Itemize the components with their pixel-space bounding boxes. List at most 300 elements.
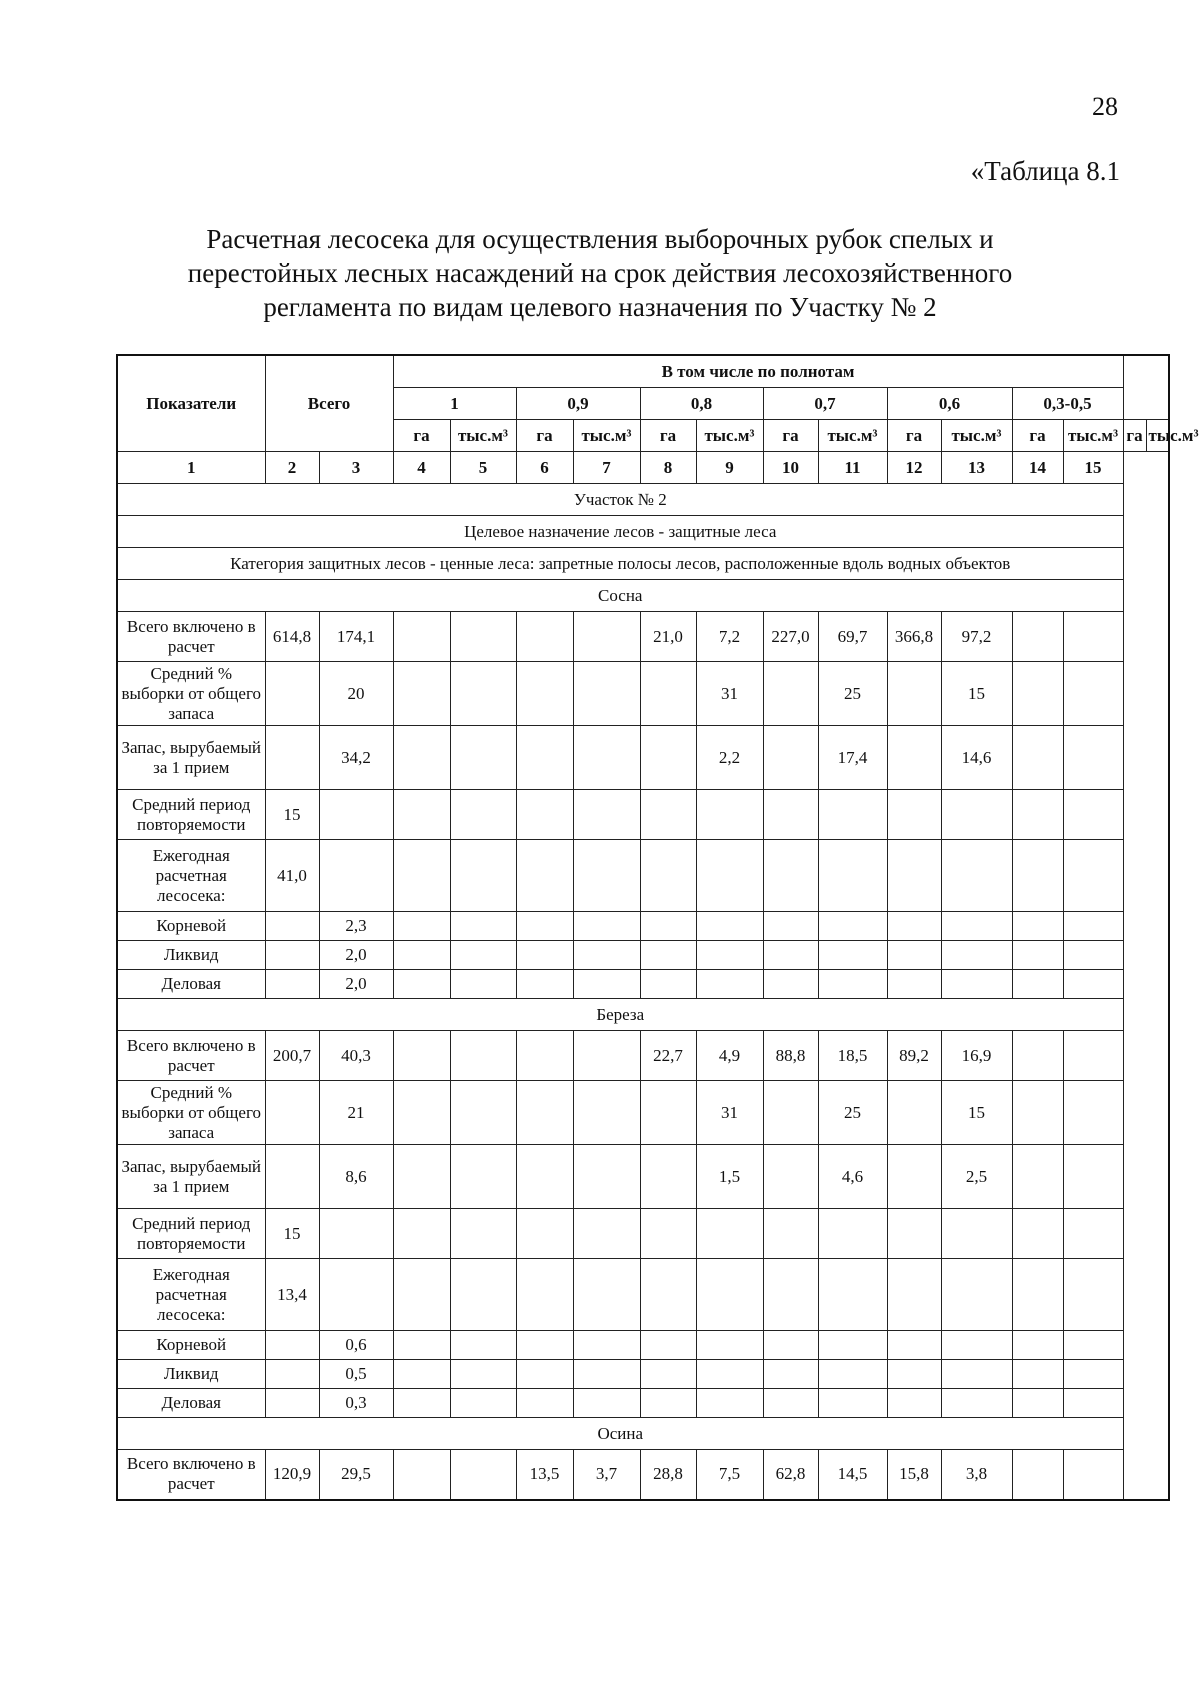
table-cell xyxy=(941,970,1012,999)
table-cell xyxy=(450,1259,516,1331)
total-header: Всего xyxy=(265,355,393,452)
table-cell xyxy=(573,1031,640,1081)
unit-ha-header: га xyxy=(763,420,818,452)
table-cell xyxy=(818,1389,887,1418)
table-cell xyxy=(640,1259,696,1331)
table-cell xyxy=(573,1259,640,1331)
table-cell xyxy=(640,790,696,840)
table-cell xyxy=(393,790,450,840)
column-number: 1 xyxy=(117,452,265,484)
table-cell xyxy=(573,1081,640,1145)
column-number: 13 xyxy=(941,452,1012,484)
table-cell: 31 xyxy=(696,662,763,726)
table-cell xyxy=(573,1209,640,1259)
table-cell: 21,0 xyxy=(640,612,696,662)
indicator-label: Запас, вырубаемый за 1 прием xyxy=(117,1145,265,1209)
table-cell xyxy=(393,1360,450,1389)
table-cell xyxy=(450,1360,516,1389)
table-cell: 7,5 xyxy=(696,1450,763,1500)
table-cell xyxy=(941,790,1012,840)
table-cell xyxy=(887,790,941,840)
section-category: Категория защитных лесов - ценные леса: запретные полосы лесов, расположенные вдоль водных объектов xyxy=(117,548,1123,580)
density-header: 0,6 xyxy=(887,388,1012,420)
column-number: 7 xyxy=(573,452,640,484)
section-row xyxy=(117,484,1169,516)
indicator-label: Ежегодная расчетная лесосека: xyxy=(117,1259,265,1331)
table-cell xyxy=(696,1259,763,1331)
table-cell: 29,5 xyxy=(319,1450,393,1500)
table-cell xyxy=(516,662,573,726)
table-cell: 227,0 xyxy=(763,612,818,662)
table-cell xyxy=(393,840,450,912)
table-cell xyxy=(1012,1360,1063,1389)
species-row xyxy=(117,999,1169,1031)
table-cell xyxy=(1063,1331,1123,1360)
table-cell xyxy=(265,1360,319,1389)
table-cell xyxy=(516,726,573,790)
table-cell: 4,6 xyxy=(818,1145,887,1209)
table-cell: 1,5 xyxy=(696,1145,763,1209)
indicator-label: Запас, вырубаемый за 1 прием xyxy=(117,726,265,790)
table-cell xyxy=(393,1209,450,1259)
table-cell xyxy=(516,1331,573,1360)
column-number: 9 xyxy=(696,452,763,484)
indicator-label: Средний период повторяемости xyxy=(117,790,265,840)
table-cell xyxy=(887,941,941,970)
table-cell xyxy=(450,970,516,999)
table-cell xyxy=(265,970,319,999)
density-header: 0,7 xyxy=(763,388,887,420)
table-cell xyxy=(941,1259,1012,1331)
table-cell xyxy=(696,941,763,970)
species-name: Осина xyxy=(117,1418,1123,1450)
table-cell: 15 xyxy=(941,1081,1012,1145)
table-cell xyxy=(265,912,319,941)
table-cell xyxy=(319,840,393,912)
table-cell: 0,5 xyxy=(319,1360,393,1389)
table-cell xyxy=(393,1389,450,1418)
table-cell xyxy=(1063,941,1123,970)
table-cell: 13,4 xyxy=(265,1259,319,1331)
table-row xyxy=(117,941,1169,970)
table-cell xyxy=(696,1331,763,1360)
table-cell xyxy=(516,1389,573,1418)
table-cell xyxy=(516,1259,573,1331)
table-cell xyxy=(393,1145,450,1209)
table-cell xyxy=(516,912,573,941)
table-row xyxy=(117,1259,1169,1331)
table-cell xyxy=(393,1081,450,1145)
table-cell xyxy=(818,941,887,970)
table-cell: 25 xyxy=(818,1081,887,1145)
table-cell xyxy=(393,662,450,726)
table-cell xyxy=(319,790,393,840)
table-cell xyxy=(516,840,573,912)
indicator-label: Деловая xyxy=(117,970,265,999)
table-cell xyxy=(1012,1389,1063,1418)
table-row xyxy=(117,1145,1169,1209)
table-cell: 69,7 xyxy=(818,612,887,662)
table-cell xyxy=(450,1389,516,1418)
table-row xyxy=(117,726,1169,790)
table-cell: 0,6 xyxy=(319,1331,393,1360)
column-number: 14 xyxy=(1012,452,1063,484)
indicator-label: Деловая xyxy=(117,1389,265,1418)
table-cell xyxy=(393,1331,450,1360)
table-cell xyxy=(1012,1331,1063,1360)
table-cell xyxy=(319,1209,393,1259)
table-cell xyxy=(640,1360,696,1389)
section-purpose: Целевое назначение лесов - защитные леса xyxy=(117,516,1123,548)
table-cell: 2,5 xyxy=(941,1145,1012,1209)
table-cell xyxy=(450,840,516,912)
indicator-label: Ежегодная расчетная лесосека: xyxy=(117,840,265,912)
table-row xyxy=(117,1031,1169,1081)
unit-volume-header: тыс.м³ xyxy=(1146,420,1169,452)
table-cell xyxy=(573,1331,640,1360)
table-cell: 31 xyxy=(696,1081,763,1145)
column-number: 6 xyxy=(516,452,573,484)
table-cell xyxy=(887,1259,941,1331)
table-cell xyxy=(1012,1145,1063,1209)
section-area: Участок № 2 xyxy=(117,484,1123,516)
unit-volume-header: тыс.м³ xyxy=(573,420,640,452)
unit-volume-header: тыс.м³ xyxy=(1063,420,1123,452)
table-cell xyxy=(696,840,763,912)
table-cell xyxy=(1012,941,1063,970)
table-cell xyxy=(393,941,450,970)
column-number: 15 xyxy=(1063,452,1123,484)
table-cell xyxy=(265,1389,319,1418)
column-number: 4 xyxy=(393,452,450,484)
table-cell xyxy=(573,790,640,840)
table-cell xyxy=(265,1145,319,1209)
unit-volume-header: тыс.м³ xyxy=(818,420,887,452)
table-cell xyxy=(763,1360,818,1389)
table-cell xyxy=(450,612,516,662)
table-cell xyxy=(516,1209,573,1259)
table-cell: 89,2 xyxy=(887,1031,941,1081)
table-cell: 14,6 xyxy=(941,726,1012,790)
table-cell xyxy=(516,790,573,840)
table-cell: 88,8 xyxy=(763,1031,818,1081)
table-cell xyxy=(763,1209,818,1259)
by-density-header: В том числе по полнотам xyxy=(393,355,1123,388)
table-cell xyxy=(516,970,573,999)
table-cell: 174,1 xyxy=(319,612,393,662)
title-line: Расчетная лесосека для осуществления выборочных рубок спелых и xyxy=(206,224,994,254)
table-cell xyxy=(696,1209,763,1259)
table-cell xyxy=(1012,1031,1063,1081)
table-cell xyxy=(393,726,450,790)
column-number: 3 xyxy=(319,452,393,484)
indicator-label: Корневой xyxy=(117,1331,265,1360)
table-cell: 0,3 xyxy=(319,1389,393,1418)
table-cell: 8,6 xyxy=(319,1145,393,1209)
table-cell xyxy=(763,662,818,726)
table-row xyxy=(117,1081,1169,1145)
table-cell: 614,8 xyxy=(265,612,319,662)
table-cell: 2,0 xyxy=(319,970,393,999)
species-name: Береза xyxy=(117,999,1123,1031)
table-row xyxy=(117,790,1169,840)
unit-ha-header: га xyxy=(393,420,450,452)
table-cell xyxy=(696,790,763,840)
table-cell xyxy=(941,912,1012,941)
table-cell xyxy=(887,1331,941,1360)
indicator-label: Средний % выборки от общего запаса xyxy=(117,1081,265,1145)
table-cell xyxy=(265,726,319,790)
table-cell xyxy=(818,970,887,999)
table-cell xyxy=(450,1081,516,1145)
table-cell xyxy=(696,970,763,999)
table-cell xyxy=(763,840,818,912)
table-cell xyxy=(450,790,516,840)
title-line: регламента по видам целевого назначения по Участку № 2 xyxy=(263,292,937,322)
table-cell: 20 xyxy=(319,662,393,726)
table-cell xyxy=(941,840,1012,912)
table-cell xyxy=(818,1209,887,1259)
table-cell xyxy=(887,970,941,999)
table-cell xyxy=(450,1450,516,1500)
unit-volume-header: тыс.м³ xyxy=(450,420,516,452)
table-cell xyxy=(941,941,1012,970)
header-row-1 xyxy=(117,355,1169,388)
table-cell: 41,0 xyxy=(265,840,319,912)
table-row xyxy=(117,912,1169,941)
table-cell xyxy=(450,1031,516,1081)
table-cell xyxy=(265,1081,319,1145)
table-cell xyxy=(941,1389,1012,1418)
table-cell xyxy=(763,941,818,970)
table-cell: 21 xyxy=(319,1081,393,1145)
table-cell xyxy=(393,1259,450,1331)
table-cell xyxy=(1012,1209,1063,1259)
table-cell: 18,5 xyxy=(818,1031,887,1081)
table-row xyxy=(117,1209,1169,1259)
table-cell xyxy=(516,612,573,662)
table-cell xyxy=(1063,1031,1123,1081)
table-cell xyxy=(941,1360,1012,1389)
table-cell xyxy=(640,1389,696,1418)
table-row xyxy=(117,1360,1169,1389)
table-cell xyxy=(1012,1450,1063,1500)
table-cell xyxy=(393,912,450,941)
table-row xyxy=(117,840,1169,912)
column-number-row xyxy=(117,452,1169,484)
table-cell: 62,8 xyxy=(763,1450,818,1500)
section-row xyxy=(117,548,1169,580)
table-cell xyxy=(573,662,640,726)
table-cell xyxy=(818,1331,887,1360)
title-line: перестойных лесных насаждений на срок действия лесохозяйственного xyxy=(187,258,1013,288)
table-cell xyxy=(887,912,941,941)
unit-ha-header: га xyxy=(1012,420,1063,452)
unit-volume-header: тыс.м³ xyxy=(941,420,1012,452)
indicator-label: Средний % выборки от общего запаса xyxy=(117,662,265,726)
table-cell xyxy=(887,1389,941,1418)
table-cell: 25 xyxy=(818,662,887,726)
indicator-label: Всего включено в расчет xyxy=(117,1450,265,1500)
table-cell xyxy=(818,912,887,941)
document-title xyxy=(150,222,1050,324)
column-number: 10 xyxy=(763,452,818,484)
table-cell xyxy=(763,970,818,999)
table-cell xyxy=(573,970,640,999)
table-cell: 2,3 xyxy=(319,912,393,941)
table-cell xyxy=(887,1145,941,1209)
table-cell xyxy=(516,1360,573,1389)
table-cell xyxy=(818,1259,887,1331)
table-cell xyxy=(1063,726,1123,790)
table-cell: 40,3 xyxy=(319,1031,393,1081)
table-cell xyxy=(573,941,640,970)
table-cell xyxy=(450,912,516,941)
unit-ha-header: га xyxy=(640,420,696,452)
table-cell xyxy=(763,1145,818,1209)
table-cell xyxy=(640,970,696,999)
table-cell xyxy=(887,726,941,790)
table-cell xyxy=(450,941,516,970)
table-cell: 15,8 xyxy=(887,1450,941,1500)
table-cell xyxy=(450,1331,516,1360)
table-cell xyxy=(640,912,696,941)
table-cell xyxy=(640,1081,696,1145)
table-cell xyxy=(1012,662,1063,726)
table-cell xyxy=(1063,1360,1123,1389)
table-cell: 15 xyxy=(265,790,319,840)
table-cell xyxy=(887,662,941,726)
table-cell xyxy=(763,1081,818,1145)
table-cell: 120,9 xyxy=(265,1450,319,1500)
table-cell xyxy=(1012,840,1063,912)
table-cell xyxy=(573,1145,640,1209)
table-cell: 2,0 xyxy=(319,941,393,970)
table-cell xyxy=(696,1360,763,1389)
table-cell: 200,7 xyxy=(265,1031,319,1081)
table-cell xyxy=(887,840,941,912)
table-row xyxy=(117,1331,1169,1360)
density-header: 0,9 xyxy=(516,388,640,420)
table-cell xyxy=(393,1450,450,1500)
table-cell xyxy=(640,1209,696,1259)
table-cell xyxy=(763,912,818,941)
table-cell: 17,4 xyxy=(818,726,887,790)
species-row xyxy=(117,1418,1169,1450)
density-header: 0,8 xyxy=(640,388,763,420)
indicator-label: Ликвид xyxy=(117,941,265,970)
table-cell xyxy=(1012,790,1063,840)
table-cell: 15 xyxy=(941,662,1012,726)
density-header: 0,3-0,5 xyxy=(1012,388,1123,420)
table-row xyxy=(117,1450,1169,1500)
table-cell xyxy=(1063,1389,1123,1418)
table-cell xyxy=(573,612,640,662)
indicator-label: Корневой xyxy=(117,912,265,941)
indicator-label: Всего включено в расчет xyxy=(117,612,265,662)
table-cell xyxy=(640,840,696,912)
table-cell: 14,5 xyxy=(818,1450,887,1500)
column-number: 5 xyxy=(450,452,516,484)
table-row xyxy=(117,970,1169,999)
table-cell: 4,9 xyxy=(696,1031,763,1081)
table-cell xyxy=(763,790,818,840)
table-cell xyxy=(1012,1081,1063,1145)
table-cell xyxy=(640,1145,696,1209)
table-cell xyxy=(1063,612,1123,662)
table-cell xyxy=(450,726,516,790)
table-cell: 97,2 xyxy=(941,612,1012,662)
table-cell xyxy=(319,1259,393,1331)
table-cell xyxy=(887,1360,941,1389)
table-cell: 28,8 xyxy=(640,1450,696,1500)
column-number: 11 xyxy=(818,452,887,484)
table-cell xyxy=(573,840,640,912)
table-cell xyxy=(763,1331,818,1360)
table-cell xyxy=(1063,662,1123,726)
table-row xyxy=(117,1389,1169,1418)
table-cell xyxy=(573,1389,640,1418)
table-cell xyxy=(393,1031,450,1081)
table-cell: 16,9 xyxy=(941,1031,1012,1081)
table-cell xyxy=(450,662,516,726)
table-cell xyxy=(1063,1450,1123,1500)
page-number: 28 xyxy=(1092,92,1118,121)
indicator-label: Ликвид xyxy=(117,1360,265,1389)
table-cell xyxy=(516,941,573,970)
table-cell xyxy=(573,912,640,941)
allowable-cut-table xyxy=(116,354,1199,1501)
table-cell xyxy=(1012,912,1063,941)
table-cell xyxy=(1012,612,1063,662)
table-cell xyxy=(941,1331,1012,1360)
table-cell xyxy=(763,1259,818,1331)
table-cell: 3,8 xyxy=(941,1450,1012,1500)
indicators-header: Показатели xyxy=(117,355,265,452)
unit-volume-header: тыс.м³ xyxy=(696,420,763,452)
table-row xyxy=(117,612,1169,662)
table-cell xyxy=(516,1081,573,1145)
table-cell xyxy=(1063,1145,1123,1209)
table-cell xyxy=(763,726,818,790)
table-cell xyxy=(640,662,696,726)
table-cell xyxy=(393,612,450,662)
table-cell xyxy=(265,662,319,726)
table-cell xyxy=(640,1331,696,1360)
table-cell xyxy=(1063,1209,1123,1259)
table-cell xyxy=(887,1081,941,1145)
table-cell xyxy=(1063,1259,1123,1331)
table-row xyxy=(117,662,1169,726)
table-cell xyxy=(1063,790,1123,840)
table-reference: «Таблица 8.1 xyxy=(970,156,1120,186)
species-name: Сосна xyxy=(117,580,1123,612)
table-cell xyxy=(516,1031,573,1081)
table-cell xyxy=(941,1209,1012,1259)
table-cell xyxy=(818,840,887,912)
column-number: 2 xyxy=(265,452,319,484)
table-cell xyxy=(516,1145,573,1209)
table-cell xyxy=(573,726,640,790)
table-cell xyxy=(265,941,319,970)
table-cell xyxy=(573,1360,640,1389)
table-cell xyxy=(265,1331,319,1360)
table-cell xyxy=(1012,1259,1063,1331)
indicator-label: Всего включено в расчет xyxy=(117,1031,265,1081)
table-cell xyxy=(1012,726,1063,790)
column-number: 12 xyxy=(887,452,941,484)
unit-ha-header: га xyxy=(516,420,573,452)
